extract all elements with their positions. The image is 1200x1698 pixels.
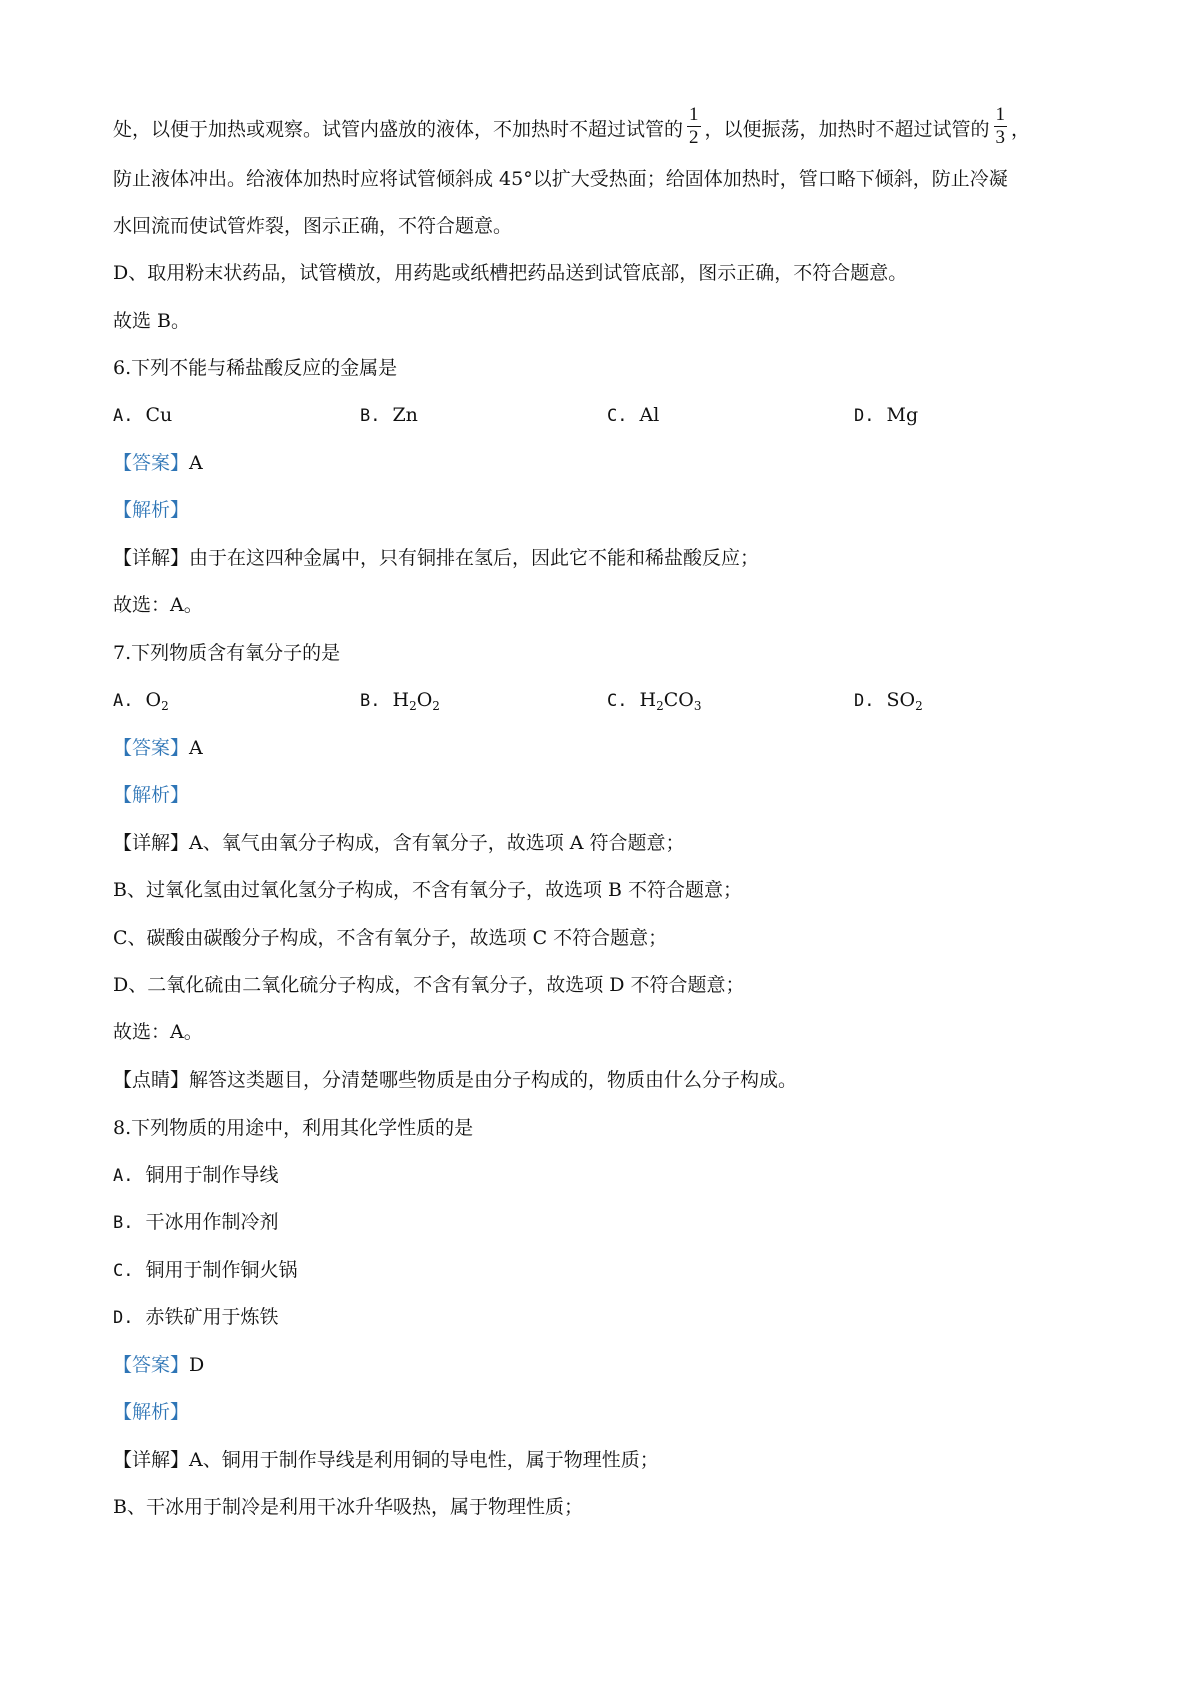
tip-line: 【点睛】解答这类题目，分清楚哪些物质是由分子构成的，物质由什么分子构成。	[113, 1069, 798, 1091]
detail-line: C、碳酸由碳酸分子构成，不含有氧分子，故选项 C 不符合题意；	[113, 927, 668, 949]
option-a: A. $O_2$	[113, 689, 169, 713]
question-stem: 8.下列物质的用途中，利用其化学性质的是	[113, 1117, 474, 1139]
question-stem: 7.下列物质含有氧分子的是	[113, 642, 341, 664]
option-c: C. 铜用于制作铜火锅	[113, 1259, 298, 1281]
detail-line: D、二氧化硫由二氧化硫分子构成，不含有氧分子，故选项 D 不符合题意；	[113, 974, 745, 996]
detail-line: 【详解】A、铜用于制作导线是利用铜的导电性，属于物理性质；	[113, 1449, 659, 1471]
option-a: A. 铜用于制作导线	[113, 1164, 279, 1186]
text-line: 处，以便于加热或观察。试管内盛放的液体，不加热时不超过试管的 $\frac{1}{2}$ ，以便振荡，加热时不超过试管的 $\frac{1}{3}$ ，	[113, 104, 1031, 148]
fraction: $\frac{1}{3}$	[995, 104, 1006, 148]
text-line: D、取用粉末状药品，试管横放，用药匙或纸槽把药品送到试管底部，图示正确，不符合题意。	[113, 262, 908, 284]
analysis-tag: 【解析】	[113, 1401, 190, 1423]
answer-value: A	[189, 452, 203, 474]
detail-line: 【详解】由于在这四种金属中，只有铜排在氢后，因此它不能和稀盐酸反应；	[113, 547, 760, 569]
option-d: D. $SO_2$	[854, 689, 923, 713]
option-b: B. Zn	[360, 404, 418, 426]
answer-line	[113, 1351, 204, 1379]
text-line: 水回流而使试管炸裂，图示正确，不符合题意。	[113, 215, 513, 237]
text-line: 故选 B。	[113, 310, 191, 332]
answer-tag: 【答案】	[113, 1354, 190, 1376]
question-stem: 6.下列不能与稀盐酸反应的金属是	[113, 357, 398, 379]
option-c: C. $H_2CO_3$	[607, 689, 702, 713]
answer-line	[113, 449, 203, 477]
option-b: B. 干冰用作制冷剂	[113, 1211, 279, 1233]
option-d: D. 赤铁矿用于炼铁	[113, 1306, 279, 1328]
text-line: 防止液体冲出。给液体加热时应将试管倾斜成 45°以扩大受热面；给固体加热时，管口略下倾斜，防止冷凝	[113, 168, 1008, 190]
option-c: C. Al	[607, 404, 660, 426]
option-b: B. $H_2O_2$	[360, 689, 440, 713]
answer-value: A	[189, 737, 203, 759]
option-a: A. Cu	[113, 404, 173, 426]
detail-line: B、干冰用于制冷是利用干冰升华吸热，属于物理性质；	[113, 1496, 583, 1518]
option-d: D. Mg	[854, 404, 919, 426]
analysis-tag: 【解析】	[113, 499, 190, 521]
detail-line: B、过氧化氢由过氧化氢分子构成，不含有氧分子，故选项 B 不符合题意；	[113, 879, 743, 901]
answer-tag: 【答案】	[113, 452, 190, 474]
detail-line: 【详解】A、氧气由氧分子构成，含有氧分子，故选项 A 符合题意；	[113, 832, 685, 854]
fraction: $\frac{1}{2}$	[689, 104, 699, 148]
answer-tag: 【答案】	[113, 737, 190, 759]
answer-value: D	[189, 1354, 205, 1376]
choose-line: 故选：A。	[113, 594, 203, 616]
answer-line	[113, 734, 203, 762]
analysis-tag: 【解析】	[113, 784, 190, 806]
choose-line: 故选：A。	[113, 1021, 203, 1043]
